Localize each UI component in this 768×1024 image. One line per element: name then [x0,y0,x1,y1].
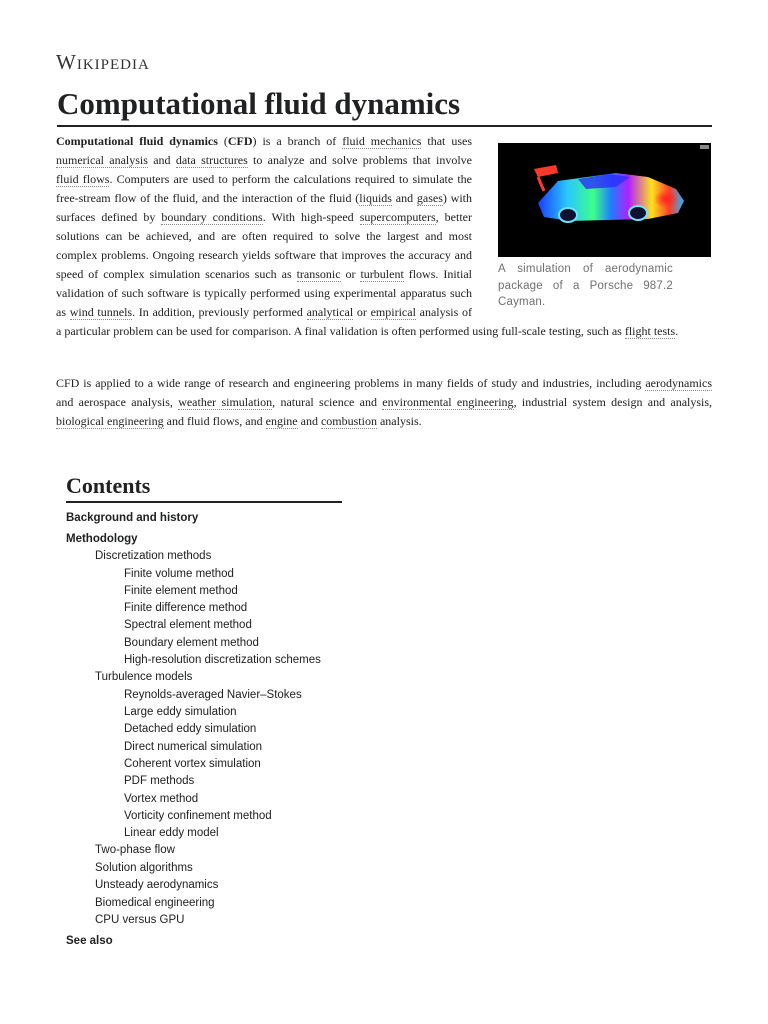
lead-paragraph-1 [56,132,712,341]
toc-item[interactable] [66,791,342,808]
link-flight-tests[interactable]: flight tests [624,324,676,338]
lead-paragraph-2 [56,374,712,431]
toc-item[interactable] [66,635,342,652]
toc-item[interactable] [66,860,342,878]
link-gases[interactable]: gases [416,191,443,205]
link-transonic[interactable]: transonic [296,267,341,281]
link-biological-engineering[interactable]: biological engineering [56,414,164,428]
toc-link[interactable]: PDF methods [124,775,195,788]
link-empirical[interactable]: empirical [370,305,416,319]
toc-item[interactable] [66,933,342,951]
link-fluid-mechanics[interactable]: fluid mechanics [342,134,422,148]
link-analytical[interactable]: analytical [306,305,354,319]
lead-text: . [675,324,679,338]
link-data-structures[interactable]: data structures [175,153,248,167]
toc-link[interactable]: High-resolution discretization schemes [124,653,321,666]
toc-list [66,510,342,950]
link-numerical-analysis[interactable]: numerical analysis [56,153,148,167]
toc-link[interactable]: Finite difference method [124,602,248,615]
toc-item[interactable] [66,808,342,825]
lead-text: analysis of a particular problem can be used for comparison. A final validation is often performed using full-scale testing, such as [56,305,625,338]
link-turbulent[interactable]: turbulent [360,267,404,281]
toc-link[interactable]: Coherent vortex simulation [124,757,261,770]
toc-item[interactable] [66,756,342,773]
lead-bold-abbr: CFD [227,134,253,148]
lead-text: ( [217,134,228,148]
lead-text: , industrial system design and analysis, [513,395,713,409]
toc-item[interactable] [66,842,342,860]
toc-item[interactable] [66,669,342,687]
toc-link[interactable]: Two-phase flow [95,844,175,857]
lead-text: CFD is applied to a wide range of research and engineering problems in many fields of study and industries, including [56,376,646,390]
car-simulation-image[interactable] [498,143,711,257]
toc-link[interactable]: Reynolds-averaged Navier–Stokes [124,688,302,701]
lead-text: ) is a branch of [252,134,343,148]
toc-link[interactable]: Biomedical engineering [95,896,215,909]
lead-text: flows. Initial validation of such software is typically performed using experimental apparatus such as [56,267,472,319]
lead-text: and fluid flows, and [163,414,266,428]
toc-link[interactable]: Large eddy simulation [124,706,237,719]
toc-item[interactable] [66,912,342,930]
toc-item[interactable] [66,600,342,617]
toc-link[interactable]: Unsteady aerodynamics [95,879,219,892]
toc-item[interactable] [66,704,342,721]
toc-item[interactable] [66,877,342,895]
toc-item[interactable] [66,721,342,738]
lead-text: or [340,267,361,281]
toc-link[interactable]: See also [66,934,113,947]
toc-link[interactable]: Direct numerical simulation [124,740,263,753]
link-environmental-engineering[interactable]: environmental engineering [382,395,514,409]
lead-text: ) with surfaces defined by [56,191,472,224]
toc-link[interactable]: Vorticity confinement method [124,809,272,822]
wikipedia-wordmark[interactable] [56,50,150,75]
link-aerodynamics[interactable]: aerodynamics [645,376,712,390]
toc-link[interactable]: Background and history [66,512,199,524]
toc-link[interactable]: Finite volume method [124,567,234,580]
toc-link[interactable]: Finite element method [124,584,238,597]
lead-text: , better solutions can be achieved, and are often required to solve the largest and most complex problems. Ongoing research yields software that improves the accuracy and speed of complex simulation scenarios such as [56,210,473,281]
toc-link[interactable]: Spectral element method [124,619,252,632]
toc-item[interactable] [66,531,342,549]
toc-link[interactable]: Solution algorithms [95,861,193,874]
lead-text: that uses [421,134,472,148]
lead-text: , natural science and [272,395,383,409]
toc-item[interactable] [66,895,342,913]
figure-caption: A simulation of aerodynamic package of a Porsche 987.2 Cayman. [498,263,673,308]
toc-item[interactable] [66,652,342,669]
toc-link[interactable]: Discretization methods [95,550,212,562]
link-wind-tunnels[interactable]: wind tunnels [69,305,133,319]
toc-link[interactable]: CPU versus GPU [95,914,185,927]
lead-text: and [391,191,417,205]
lead-text: analysis. [376,414,422,428]
page-title: Computational fluid dynamics [57,84,712,127]
table-of-contents [66,472,342,953]
link-liquids[interactable]: liquids [359,191,392,205]
link-fluid-flows[interactable]: fluid flows [56,172,110,186]
toc-link[interactable]: Vortex method [124,792,199,805]
toc-link[interactable]: Linear eddy model [124,827,219,840]
link-weather-simulation[interactable]: weather simulation [178,395,273,409]
lead-text: and [297,414,321,428]
toc-title: Contents [66,472,342,503]
lead-bold-term: Computational fluid dynamics [56,134,218,148]
lead-text: . In addition, previously performed [132,305,307,319]
toc-item[interactable] [66,548,342,566]
toc-item[interactable] [66,739,342,756]
toc-item[interactable] [66,687,342,704]
toc-link[interactable]: Turbulence models [95,671,193,684]
link-boundary-conditions[interactable]: boundary conditions [161,210,263,224]
toc-link[interactable]: Boundary element method [124,636,259,649]
lead-text: to analyze and solve problems that involve [247,153,473,167]
toc-item[interactable] [66,773,342,790]
toc-item[interactable] [66,566,342,583]
toc-item[interactable] [66,510,342,528]
toc-link[interactable]: Methodology [66,532,138,545]
toc-link[interactable]: Detached eddy simulation [124,723,257,736]
link-supercomputers[interactable]: supercomputers [359,210,436,224]
lead-text: and [147,153,176,167]
link-engine[interactable]: engine [265,414,298,428]
lead-text: . Computers are used to perform the calculations required to simulate the free-stream flow of the fluid, and the interaction of the fluid ( [56,172,472,205]
lead-text: . With high-speed [262,210,360,224]
infobox-figure [498,143,712,311]
lead-text: or [353,305,371,319]
toc-item[interactable] [66,617,342,634]
toc-item[interactable] [66,825,342,842]
toc-item[interactable] [66,583,342,600]
wordmark-text: Wikipedia [56,50,150,74]
link-combustion[interactable]: combustion [320,414,377,428]
lead-text: and aerospace analysis, [56,395,179,409]
